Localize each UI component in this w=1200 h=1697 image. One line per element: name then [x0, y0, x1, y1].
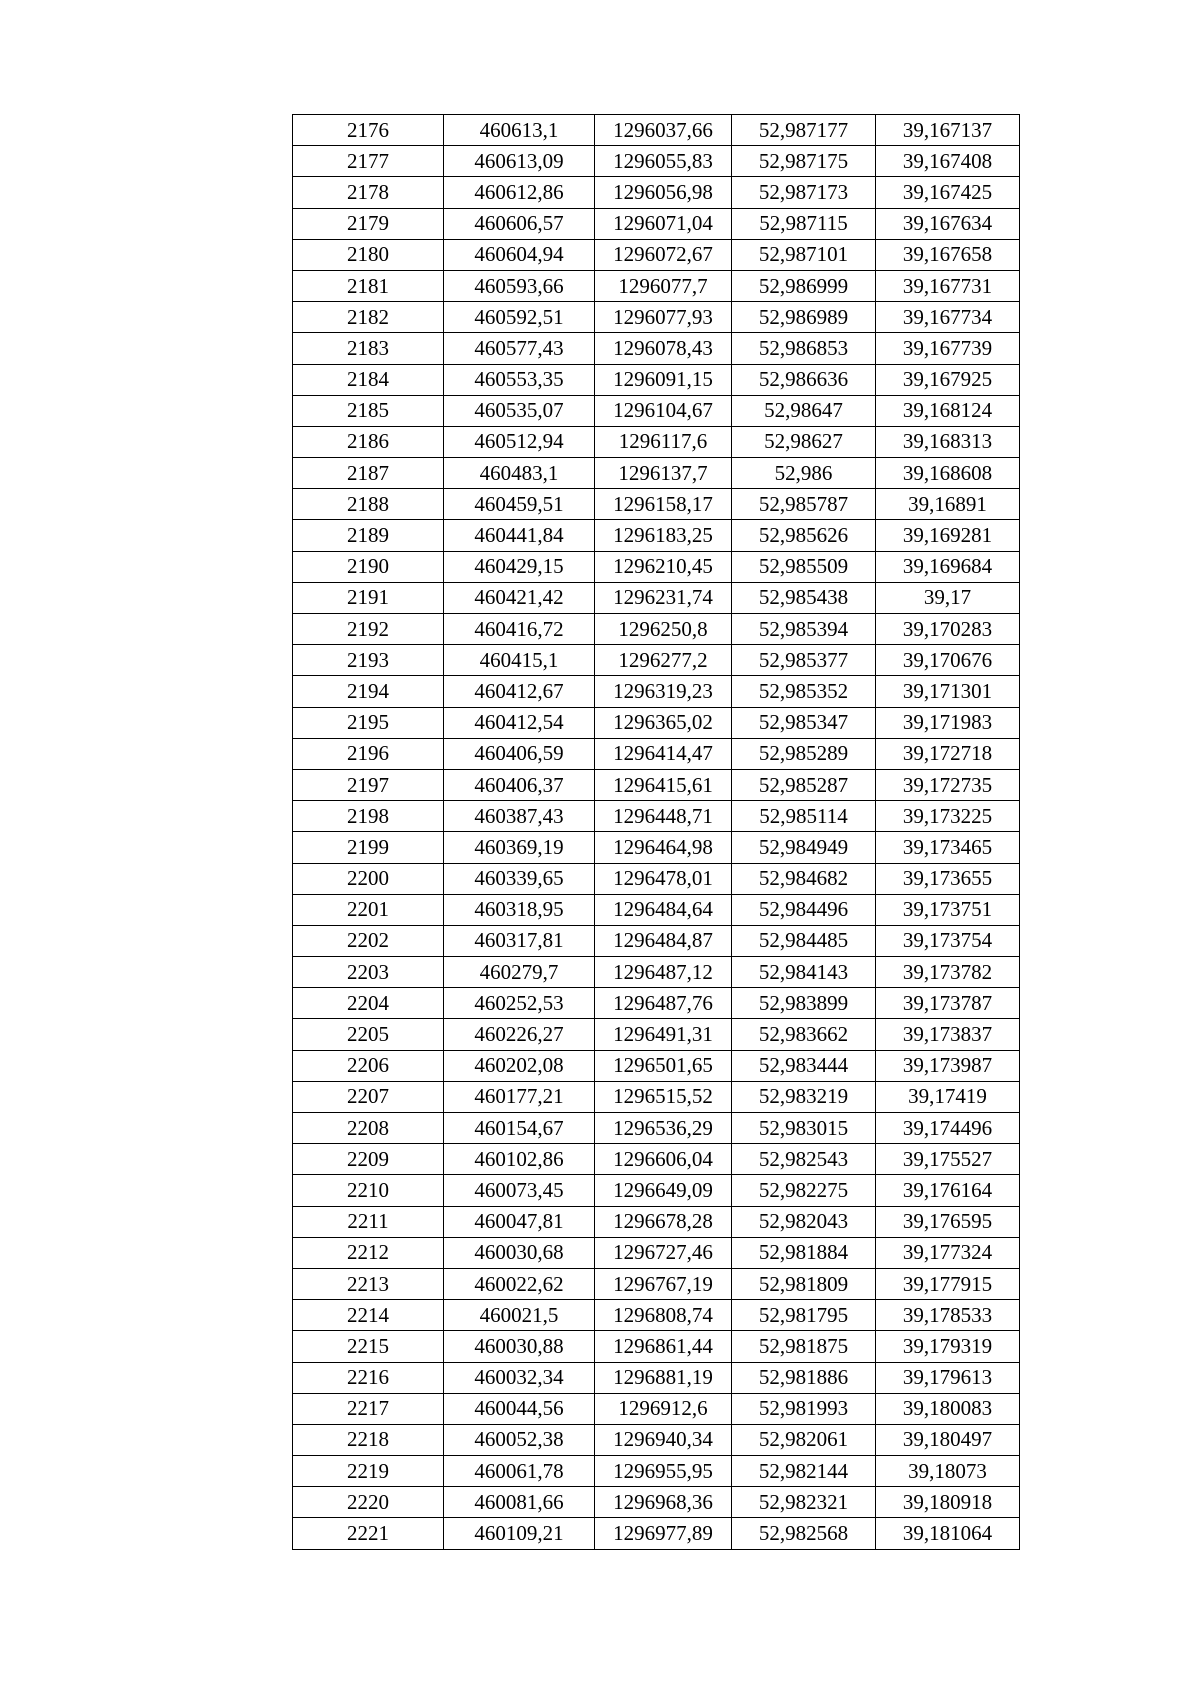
latitude-cell: 52,985289 [732, 738, 876, 769]
latitude-cell: 52,985509 [732, 551, 876, 582]
y-coordinate-cell: 1296277,2 [595, 645, 732, 676]
table-row [293, 1487, 1020, 1518]
latitude-cell: 52,987101 [732, 239, 876, 270]
point-number-cell: 2190 [293, 551, 444, 582]
y-coordinate-cell: 1296484,87 [595, 925, 732, 956]
x-coordinate-cell: 460429,15 [444, 551, 595, 582]
latitude-cell: 52,984949 [732, 832, 876, 863]
table-row [293, 1393, 1020, 1424]
table-row [293, 1175, 1020, 1206]
longitude-cell: 39,168313 [876, 426, 1020, 457]
x-coordinate-cell: 460421,42 [444, 582, 595, 613]
longitude-cell: 39,171983 [876, 707, 1020, 738]
y-coordinate-cell: 1296077,93 [595, 302, 732, 333]
y-coordinate-cell: 1296478,01 [595, 863, 732, 894]
point-number-cell: 2192 [293, 614, 444, 645]
table-row [293, 177, 1020, 208]
point-number-cell: 2189 [293, 520, 444, 551]
table-row [293, 1424, 1020, 1455]
point-number-cell: 2219 [293, 1456, 444, 1487]
y-coordinate-cell: 1296649,09 [595, 1175, 732, 1206]
table-row [293, 364, 1020, 395]
latitude-cell: 52,982321 [732, 1487, 876, 1518]
longitude-cell: 39,167137 [876, 115, 1020, 146]
x-coordinate-cell: 460032,34 [444, 1362, 595, 1393]
latitude-cell: 52,984485 [732, 925, 876, 956]
longitude-cell: 39,167634 [876, 208, 1020, 239]
point-number-cell: 2221 [293, 1518, 444, 1549]
table-row [293, 1206, 1020, 1237]
y-coordinate-cell: 1296487,76 [595, 988, 732, 1019]
latitude-cell: 52,985287 [732, 769, 876, 800]
x-coordinate-cell: 460387,43 [444, 801, 595, 832]
x-coordinate-cell: 460044,56 [444, 1393, 595, 1424]
point-number-cell: 2217 [293, 1393, 444, 1424]
longitude-cell: 39,177915 [876, 1268, 1020, 1299]
point-number-cell: 2210 [293, 1175, 444, 1206]
coordinates-table [292, 114, 1020, 1550]
y-coordinate-cell: 1296056,98 [595, 177, 732, 208]
table-row [293, 1518, 1020, 1549]
latitude-cell: 52,982275 [732, 1175, 876, 1206]
point-number-cell: 2218 [293, 1424, 444, 1455]
x-coordinate-cell: 460252,53 [444, 988, 595, 1019]
y-coordinate-cell: 1296861,44 [595, 1331, 732, 1362]
point-number-cell: 2177 [293, 146, 444, 177]
x-coordinate-cell: 460612,86 [444, 177, 595, 208]
x-coordinate-cell: 460604,94 [444, 239, 595, 270]
x-coordinate-cell: 460613,1 [444, 115, 595, 146]
x-coordinate-cell: 460613,09 [444, 146, 595, 177]
longitude-cell: 39,173655 [876, 863, 1020, 894]
point-number-cell: 2194 [293, 676, 444, 707]
latitude-cell: 52,986636 [732, 364, 876, 395]
longitude-cell: 39,168124 [876, 395, 1020, 426]
longitude-cell: 39,177324 [876, 1237, 1020, 1268]
point-number-cell: 2180 [293, 239, 444, 270]
point-number-cell: 2216 [293, 1362, 444, 1393]
x-coordinate-cell: 460030,68 [444, 1237, 595, 1268]
x-coordinate-cell: 460202,08 [444, 1050, 595, 1081]
y-coordinate-cell: 1296491,31 [595, 1019, 732, 1050]
longitude-cell: 39,176595 [876, 1206, 1020, 1237]
longitude-cell: 39,173782 [876, 957, 1020, 988]
longitude-cell: 39,181064 [876, 1518, 1020, 1549]
point-number-cell: 2202 [293, 925, 444, 956]
latitude-cell: 52,986989 [732, 302, 876, 333]
latitude-cell: 52,981884 [732, 1237, 876, 1268]
latitude-cell: 52,986999 [732, 270, 876, 301]
longitude-cell: 39,168608 [876, 458, 1020, 489]
latitude-cell: 52,985352 [732, 676, 876, 707]
table-row [293, 302, 1020, 333]
y-coordinate-cell: 1296104,67 [595, 395, 732, 426]
point-number-cell: 2191 [293, 582, 444, 613]
y-coordinate-cell: 1296808,74 [595, 1300, 732, 1331]
y-coordinate-cell: 1296501,65 [595, 1050, 732, 1081]
latitude-cell: 52,987175 [732, 146, 876, 177]
point-number-cell: 2207 [293, 1081, 444, 1112]
table-row [293, 863, 1020, 894]
x-coordinate-cell: 460593,66 [444, 270, 595, 301]
x-coordinate-cell: 460052,38 [444, 1424, 595, 1455]
point-number-cell: 2178 [293, 177, 444, 208]
x-coordinate-cell: 460416,72 [444, 614, 595, 645]
x-coordinate-cell: 460412,67 [444, 676, 595, 707]
table-row [293, 957, 1020, 988]
x-coordinate-cell: 460369,19 [444, 832, 595, 863]
x-coordinate-cell: 460081,66 [444, 1487, 595, 1518]
longitude-cell: 39,167734 [876, 302, 1020, 333]
x-coordinate-cell: 460317,81 [444, 925, 595, 956]
point-number-cell: 2176 [293, 115, 444, 146]
table-row [293, 645, 1020, 676]
x-coordinate-cell: 460577,43 [444, 333, 595, 364]
table-row [293, 1050, 1020, 1081]
point-number-cell: 2179 [293, 208, 444, 239]
x-coordinate-cell: 460415,1 [444, 645, 595, 676]
x-coordinate-cell: 460061,78 [444, 1456, 595, 1487]
point-number-cell: 2206 [293, 1050, 444, 1081]
point-number-cell: 2215 [293, 1331, 444, 1362]
point-number-cell: 2183 [293, 333, 444, 364]
y-coordinate-cell: 1296912,6 [595, 1393, 732, 1424]
latitude-cell: 52,985438 [732, 582, 876, 613]
point-number-cell: 2196 [293, 738, 444, 769]
table-row [293, 333, 1020, 364]
table-row [293, 988, 1020, 1019]
latitude-cell: 52,986 [732, 458, 876, 489]
longitude-cell: 39,180083 [876, 1393, 1020, 1424]
point-number-cell: 2213 [293, 1268, 444, 1299]
longitude-cell: 39,169281 [876, 520, 1020, 551]
longitude-cell: 39,178533 [876, 1300, 1020, 1331]
point-number-cell: 2193 [293, 645, 444, 676]
latitude-cell: 52,984682 [732, 863, 876, 894]
latitude-cell: 52,985347 [732, 707, 876, 738]
latitude-cell: 52,981993 [732, 1393, 876, 1424]
table-row [293, 614, 1020, 645]
point-number-cell: 2198 [293, 801, 444, 832]
table-row [293, 1081, 1020, 1112]
point-number-cell: 2212 [293, 1237, 444, 1268]
table-row [293, 738, 1020, 769]
x-coordinate-cell: 460073,45 [444, 1175, 595, 1206]
table-row [293, 894, 1020, 925]
longitude-cell: 39,170283 [876, 614, 1020, 645]
longitude-cell: 39,167408 [876, 146, 1020, 177]
point-number-cell: 2214 [293, 1300, 444, 1331]
longitude-cell: 39,167658 [876, 239, 1020, 270]
longitude-cell: 39,180497 [876, 1424, 1020, 1455]
latitude-cell: 52,987115 [732, 208, 876, 239]
table-row [293, 676, 1020, 707]
latitude-cell: 52,982144 [732, 1456, 876, 1487]
y-coordinate-cell: 1296606,04 [595, 1144, 732, 1175]
table-row [293, 1331, 1020, 1362]
latitude-cell: 52,984496 [732, 894, 876, 925]
x-coordinate-cell: 460279,7 [444, 957, 595, 988]
x-coordinate-cell: 460047,81 [444, 1206, 595, 1237]
y-coordinate-cell: 1296210,45 [595, 551, 732, 582]
latitude-cell: 52,982061 [732, 1424, 876, 1455]
y-coordinate-cell: 1296365,02 [595, 707, 732, 738]
latitude-cell: 52,985626 [732, 520, 876, 551]
latitude-cell: 52,981875 [732, 1331, 876, 1362]
y-coordinate-cell: 1296055,83 [595, 146, 732, 177]
table-row [293, 707, 1020, 738]
point-number-cell: 2220 [293, 1487, 444, 1518]
point-number-cell: 2209 [293, 1144, 444, 1175]
table-row [293, 239, 1020, 270]
table-row [293, 489, 1020, 520]
latitude-cell: 52,983662 [732, 1019, 876, 1050]
y-coordinate-cell: 1296484,64 [595, 894, 732, 925]
table-row [293, 458, 1020, 489]
y-coordinate-cell: 1296078,43 [595, 333, 732, 364]
y-coordinate-cell: 1296448,71 [595, 801, 732, 832]
latitude-cell: 52,985377 [732, 645, 876, 676]
point-number-cell: 2184 [293, 364, 444, 395]
y-coordinate-cell: 1296071,04 [595, 208, 732, 239]
point-number-cell: 2195 [293, 707, 444, 738]
point-number-cell: 2181 [293, 270, 444, 301]
x-coordinate-cell: 460406,37 [444, 769, 595, 800]
table-row [293, 208, 1020, 239]
point-number-cell: 2186 [293, 426, 444, 457]
y-coordinate-cell: 1296515,52 [595, 1081, 732, 1112]
longitude-cell: 39,18073 [876, 1456, 1020, 1487]
table-row [293, 801, 1020, 832]
longitude-cell: 39,17 [876, 582, 1020, 613]
latitude-cell: 52,981809 [732, 1268, 876, 1299]
latitude-cell: 52,98627 [732, 426, 876, 457]
table-row [293, 1362, 1020, 1393]
longitude-cell: 39,180918 [876, 1487, 1020, 1518]
longitude-cell: 39,17419 [876, 1081, 1020, 1112]
longitude-cell: 39,175527 [876, 1144, 1020, 1175]
table-row [293, 1456, 1020, 1487]
latitude-cell: 52,985787 [732, 489, 876, 520]
longitude-cell: 39,173787 [876, 988, 1020, 1019]
y-coordinate-cell: 1296464,98 [595, 832, 732, 863]
x-coordinate-cell: 460512,94 [444, 426, 595, 457]
table-row [293, 1113, 1020, 1144]
x-coordinate-cell: 460535,07 [444, 395, 595, 426]
latitude-cell: 52,987177 [732, 115, 876, 146]
y-coordinate-cell: 1296158,17 [595, 489, 732, 520]
y-coordinate-cell: 1296955,95 [595, 1456, 732, 1487]
point-number-cell: 2187 [293, 458, 444, 489]
y-coordinate-cell: 1296968,36 [595, 1487, 732, 1518]
x-coordinate-cell: 460109,21 [444, 1518, 595, 1549]
x-coordinate-cell: 460226,27 [444, 1019, 595, 1050]
y-coordinate-cell: 1296117,6 [595, 426, 732, 457]
x-coordinate-cell: 460406,59 [444, 738, 595, 769]
x-coordinate-cell: 460606,57 [444, 208, 595, 239]
longitude-cell: 39,172735 [876, 769, 1020, 800]
latitude-cell: 52,982043 [732, 1206, 876, 1237]
x-coordinate-cell: 460318,95 [444, 894, 595, 925]
table-row [293, 1144, 1020, 1175]
x-coordinate-cell: 460592,51 [444, 302, 595, 333]
longitude-cell: 39,172718 [876, 738, 1020, 769]
y-coordinate-cell: 1296940,34 [595, 1424, 732, 1455]
point-number-cell: 2201 [293, 894, 444, 925]
x-coordinate-cell: 460177,21 [444, 1081, 595, 1112]
latitude-cell: 52,983444 [732, 1050, 876, 1081]
coordinates-table-body [293, 115, 1020, 1550]
longitude-cell: 39,16891 [876, 489, 1020, 520]
latitude-cell: 52,981795 [732, 1300, 876, 1331]
y-coordinate-cell: 1296319,23 [595, 676, 732, 707]
longitude-cell: 39,179319 [876, 1331, 1020, 1362]
latitude-cell: 52,985114 [732, 801, 876, 832]
x-coordinate-cell: 460022,62 [444, 1268, 595, 1299]
latitude-cell: 52,985394 [732, 614, 876, 645]
table-row [293, 115, 1020, 146]
longitude-cell: 39,176164 [876, 1175, 1020, 1206]
x-coordinate-cell: 460102,86 [444, 1144, 595, 1175]
longitude-cell: 39,173837 [876, 1019, 1020, 1050]
longitude-cell: 39,167739 [876, 333, 1020, 364]
longitude-cell: 39,173754 [876, 925, 1020, 956]
point-number-cell: 2197 [293, 769, 444, 800]
y-coordinate-cell: 1296250,8 [595, 614, 732, 645]
longitude-cell: 39,167925 [876, 364, 1020, 395]
y-coordinate-cell: 1296183,25 [595, 520, 732, 551]
point-number-cell: 2204 [293, 988, 444, 1019]
table-row [293, 520, 1020, 551]
latitude-cell: 52,981886 [732, 1362, 876, 1393]
y-coordinate-cell: 1296415,61 [595, 769, 732, 800]
latitude-cell: 52,982543 [732, 1144, 876, 1175]
longitude-cell: 39,179613 [876, 1362, 1020, 1393]
x-coordinate-cell: 460021,5 [444, 1300, 595, 1331]
latitude-cell: 52,983015 [732, 1113, 876, 1144]
y-coordinate-cell: 1296767,19 [595, 1268, 732, 1299]
x-coordinate-cell: 460441,84 [444, 520, 595, 551]
point-number-cell: 2182 [293, 302, 444, 333]
x-coordinate-cell: 460339,65 [444, 863, 595, 894]
point-number-cell: 2200 [293, 863, 444, 894]
y-coordinate-cell: 1296037,66 [595, 115, 732, 146]
x-coordinate-cell: 460030,88 [444, 1331, 595, 1362]
x-coordinate-cell: 460483,1 [444, 458, 595, 489]
longitude-cell: 39,173465 [876, 832, 1020, 863]
table-row [293, 1019, 1020, 1050]
y-coordinate-cell: 1296678,28 [595, 1206, 732, 1237]
y-coordinate-cell: 1296414,47 [595, 738, 732, 769]
longitude-cell: 39,170676 [876, 645, 1020, 676]
table-row [293, 1300, 1020, 1331]
latitude-cell: 52,986853 [732, 333, 876, 364]
point-number-cell: 2199 [293, 832, 444, 863]
y-coordinate-cell: 1296077,7 [595, 270, 732, 301]
y-coordinate-cell: 1296137,7 [595, 458, 732, 489]
point-number-cell: 2208 [293, 1113, 444, 1144]
table-row [293, 769, 1020, 800]
y-coordinate-cell: 1296072,67 [595, 239, 732, 270]
x-coordinate-cell: 460154,67 [444, 1113, 595, 1144]
y-coordinate-cell: 1296231,74 [595, 582, 732, 613]
table-row [293, 925, 1020, 956]
latitude-cell: 52,984143 [732, 957, 876, 988]
table-row [293, 426, 1020, 457]
x-coordinate-cell: 460412,54 [444, 707, 595, 738]
point-number-cell: 2188 [293, 489, 444, 520]
point-number-cell: 2203 [293, 957, 444, 988]
table-row [293, 1268, 1020, 1299]
x-coordinate-cell: 460459,51 [444, 489, 595, 520]
longitude-cell: 39,173225 [876, 801, 1020, 832]
longitude-cell: 39,167425 [876, 177, 1020, 208]
table-row [293, 1237, 1020, 1268]
longitude-cell: 39,171301 [876, 676, 1020, 707]
longitude-cell: 39,169684 [876, 551, 1020, 582]
latitude-cell: 52,98647 [732, 395, 876, 426]
x-coordinate-cell: 460553,35 [444, 364, 595, 395]
latitude-cell: 52,983899 [732, 988, 876, 1019]
longitude-cell: 39,173987 [876, 1050, 1020, 1081]
latitude-cell: 52,982568 [732, 1518, 876, 1549]
y-coordinate-cell: 1296091,15 [595, 364, 732, 395]
longitude-cell: 39,174496 [876, 1113, 1020, 1144]
table-row [293, 551, 1020, 582]
longitude-cell: 39,167731 [876, 270, 1020, 301]
table-row [293, 146, 1020, 177]
longitude-cell: 39,173751 [876, 894, 1020, 925]
latitude-cell: 52,983219 [732, 1081, 876, 1112]
table-row [293, 395, 1020, 426]
y-coordinate-cell: 1296536,29 [595, 1113, 732, 1144]
point-number-cell: 2211 [293, 1206, 444, 1237]
y-coordinate-cell: 1296881,19 [595, 1362, 732, 1393]
table-row [293, 832, 1020, 863]
table-row [293, 270, 1020, 301]
y-coordinate-cell: 1296977,89 [595, 1518, 732, 1549]
point-number-cell: 2205 [293, 1019, 444, 1050]
point-number-cell: 2185 [293, 395, 444, 426]
table-row [293, 582, 1020, 613]
y-coordinate-cell: 1296727,46 [595, 1237, 732, 1268]
y-coordinate-cell: 1296487,12 [595, 957, 732, 988]
latitude-cell: 52,987173 [732, 177, 876, 208]
